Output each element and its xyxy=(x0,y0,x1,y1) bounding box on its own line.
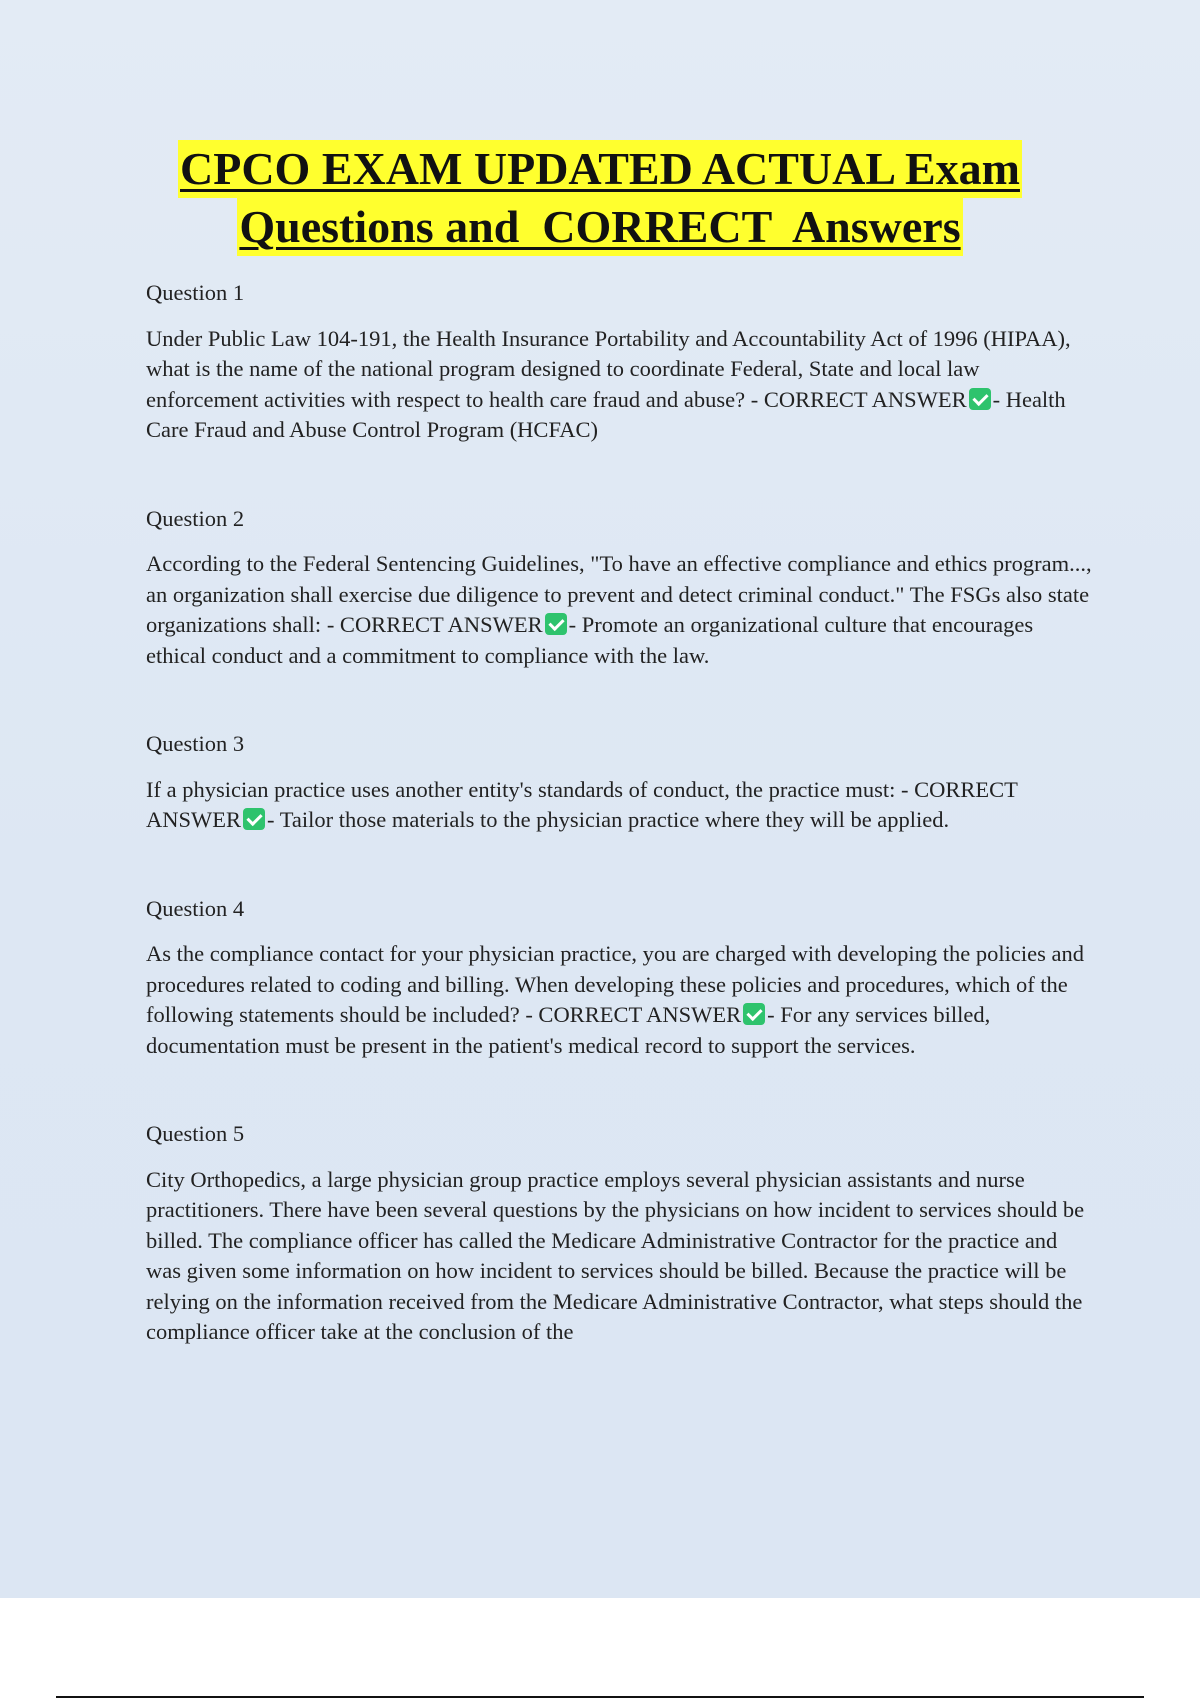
check-mark-icon xyxy=(545,613,567,635)
check-mark-icon xyxy=(743,1003,765,1025)
title-line-2: Questions and CORRECT Answers xyxy=(237,198,962,256)
question-item xyxy=(146,1119,1094,1348)
answer-text: - Tailor those materials to the physician practice where they will be applied. xyxy=(267,807,950,832)
question-list xyxy=(146,278,1094,1348)
correct-answer-marker: - CORRECT ANSWER xyxy=(146,776,1018,832)
correct-answer-marker: - CORRECT ANSWER xyxy=(525,1002,742,1027)
document-title xyxy=(0,140,1200,256)
correct-answer-marker: - CORRECT ANSWER xyxy=(750,386,967,412)
check-mark-icon xyxy=(969,388,991,410)
question-item xyxy=(146,894,1094,1062)
title-line-1: CPCO EXAM UPDATED ACTUAL Exam xyxy=(178,140,1022,198)
question-text xyxy=(146,324,1094,446)
question-label: Question 3 xyxy=(146,731,245,756)
correct-answer-marker: - CORRECT ANSWER xyxy=(326,612,543,637)
question-item xyxy=(146,278,1094,446)
question-label: Question 5 xyxy=(146,1121,245,1146)
check-mark-icon xyxy=(243,808,265,830)
question-label: Question 4 xyxy=(146,895,245,921)
question-prompt: City Orthopedics, a large physician group practice employs several physician assistants and nurse practitioners. There have been several questions by the physicians on how incident to services should be billed. The compliance officer has called the Medicare Administrative Contractor for the practice and was given some information on how incident to services should be billed. Because the practice will be relying on the information received from the Medicare Administrative Contractor, what steps should the compliance officer take at the conclusion of the xyxy=(146,1166,1085,1344)
question-prompt: According to the Federal Sentencing Guidelines, "To have an effective compliance and ethics program..., an organization shall exercise due diligence to prevent and detect criminal conduct." The FSGs also state organizations shall: xyxy=(146,551,1092,637)
answer-text: - For any services billed, documentation must be present in the patient's medical record to support the services. xyxy=(146,1002,991,1058)
question-prompt: Under Public Law 104-191, the Health Insurance Portability and Accountability Act of 1996 (HIPAA), what is the name of the national program designed to coordinate Federal, State and local law enforcement activities with respect to health care fraud and abuse? xyxy=(146,325,1071,412)
question-item xyxy=(146,504,1094,672)
answer-text: - Promote an organizational culture that encourages ethical conduct and a commitment to compliance with the law. xyxy=(146,612,1034,668)
question-text xyxy=(146,939,1094,1061)
question-prompt: If a physician practice uses another entity's standards of conduct, the practice must: xyxy=(146,776,896,802)
question-text xyxy=(146,549,1094,671)
footer-divider xyxy=(56,1696,1144,1698)
answer-text: - Health Care Fraud and Abuse Control Program (HCFAC) xyxy=(146,386,1066,442)
question-label: Question 1 xyxy=(146,280,245,305)
question-item xyxy=(146,729,1094,836)
question-text xyxy=(146,775,1094,836)
question-text xyxy=(146,1165,1094,1348)
question-label: Question 2 xyxy=(146,505,245,531)
question-prompt: As the compliance contact for your physician practice, you are charged with developing the policies and procedures related to coding and billing. When developing these policies and procedures, which of the following statements should be included? xyxy=(146,941,1085,1027)
